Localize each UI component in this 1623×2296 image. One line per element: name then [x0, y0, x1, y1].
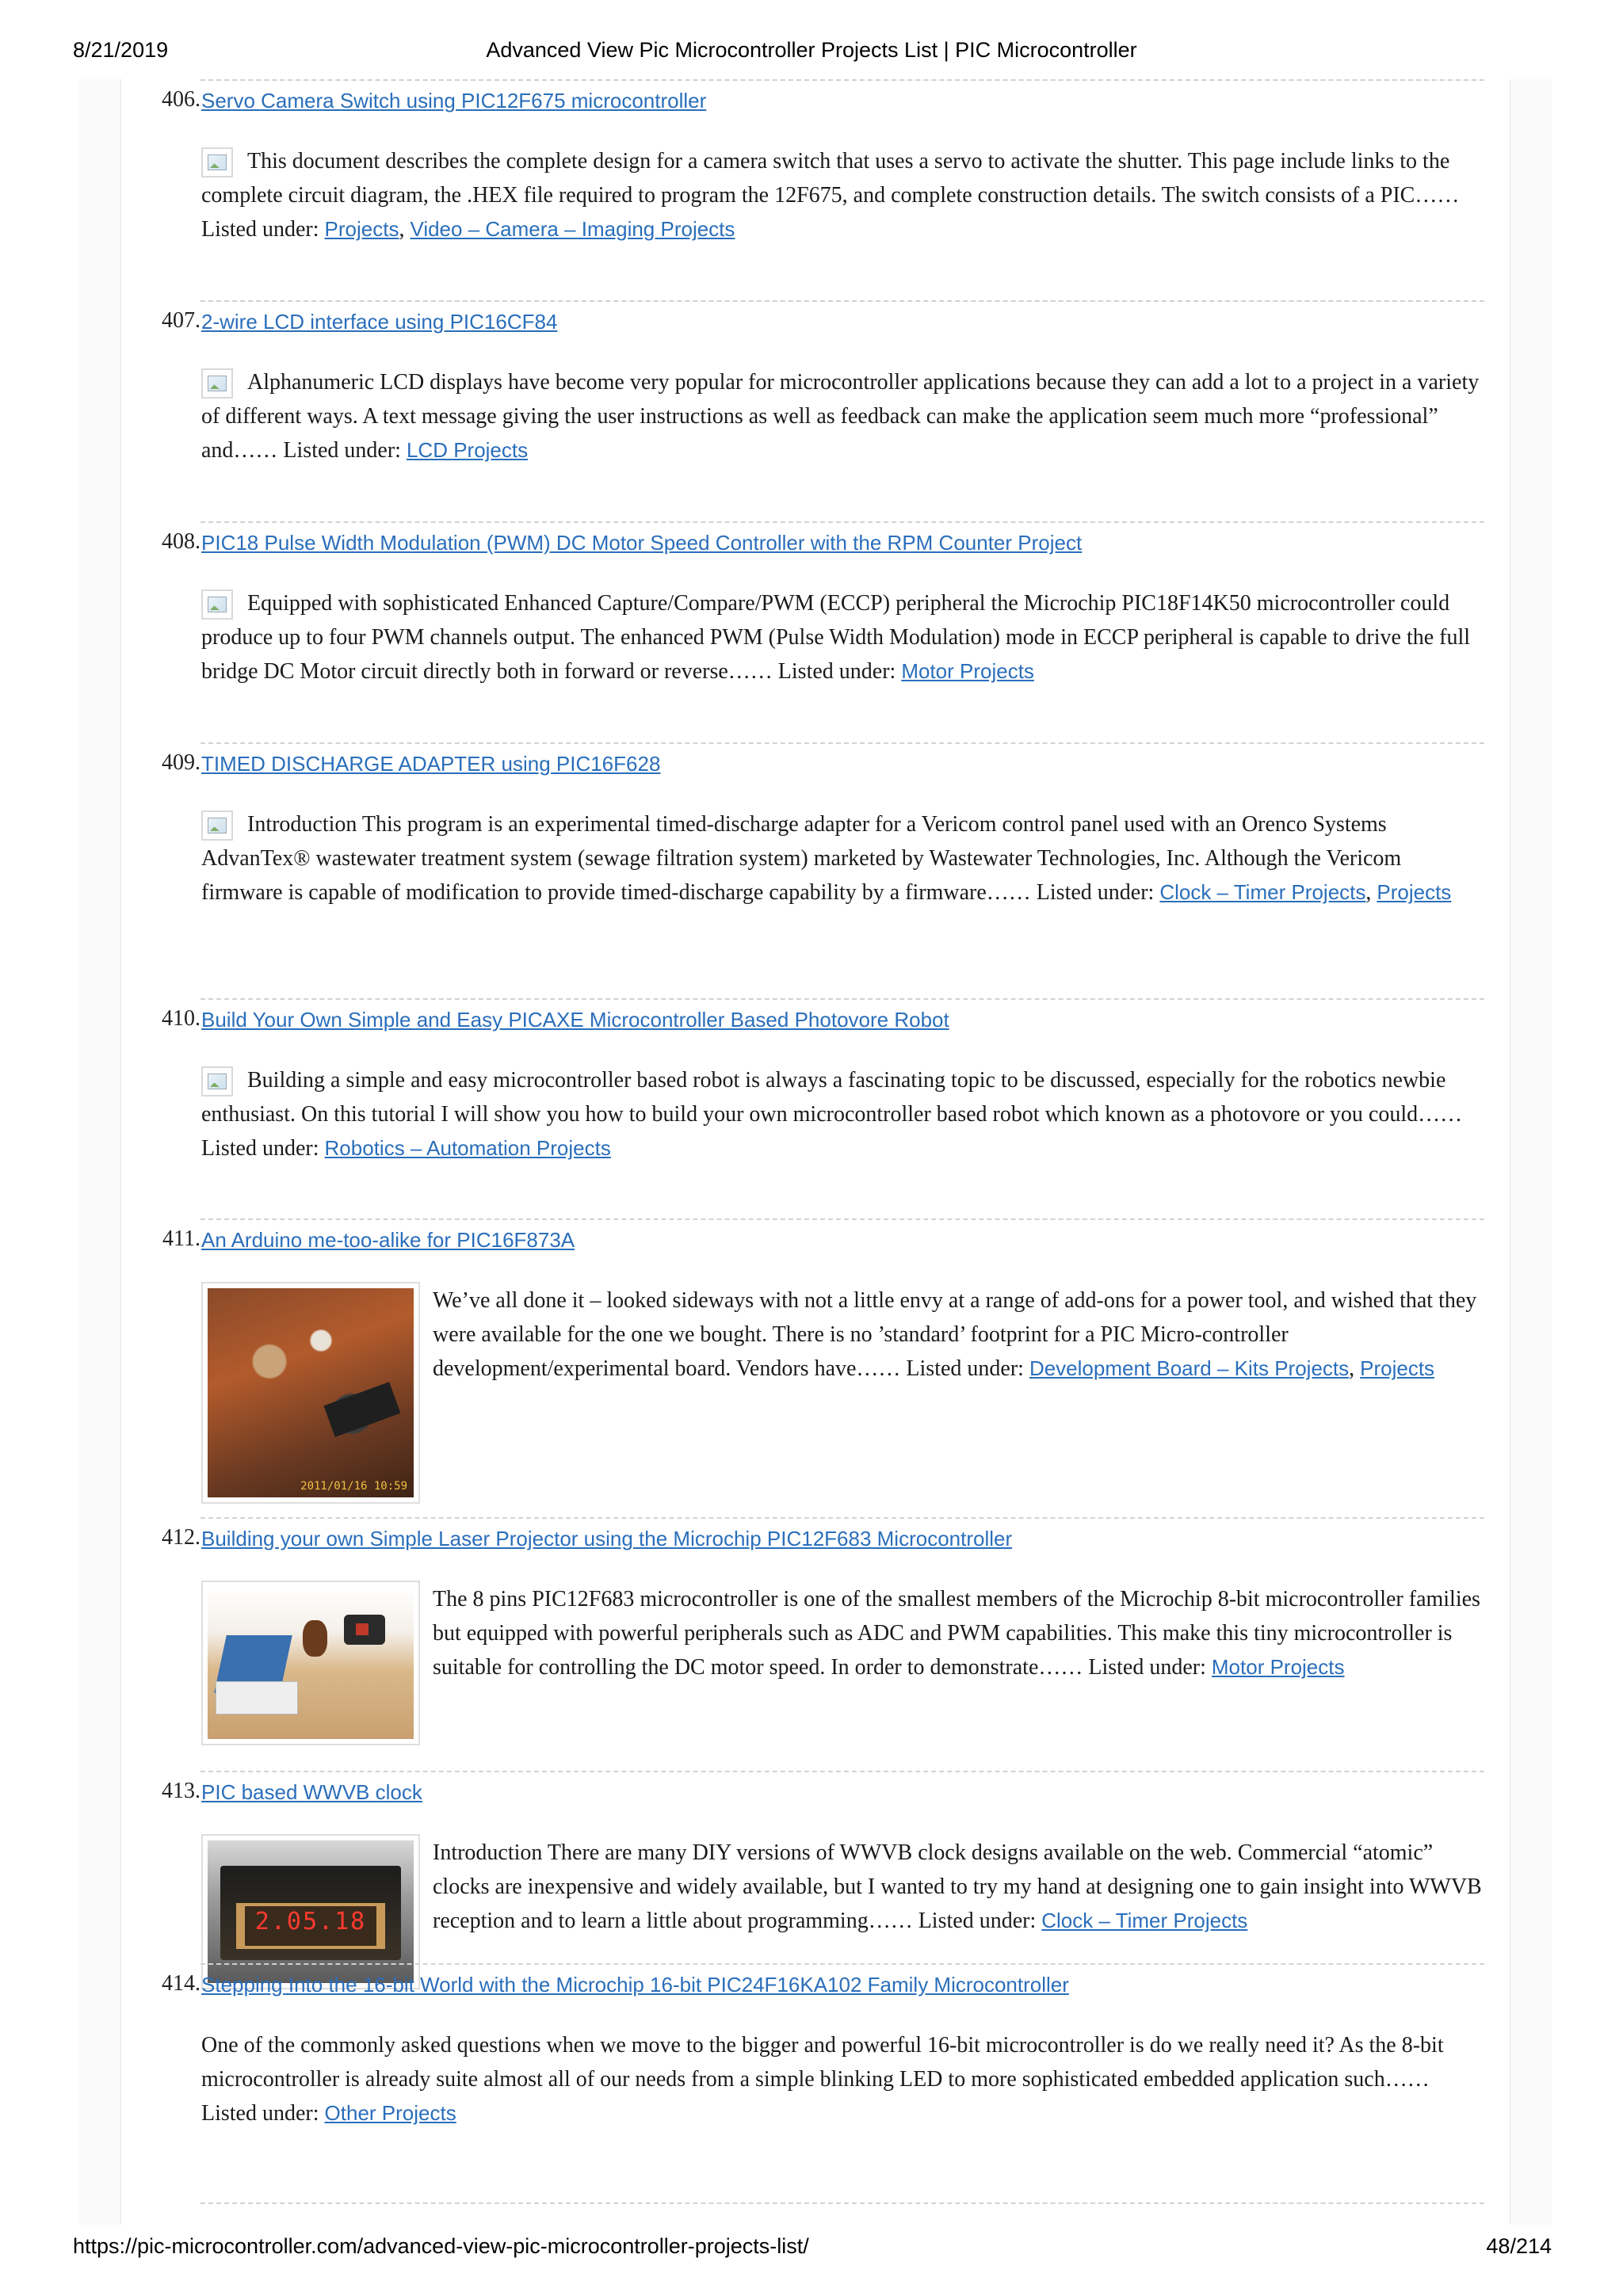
category-link[interactable]: Motor Projects [1211, 1655, 1345, 1679]
summary-text: We’ve all done it – looked sideways with not a little envy at a range of add-ons for a power tool, and wished that they were available for the one we bought. There is no ’standard’ footprint for a PIC Micro-controller development/experimental board. Vendors have…… Listed under: [433, 1288, 1477, 1381]
broken-image-icon [201, 368, 233, 399]
summary-text: The 8 pins PIC12F683 microcontroller is one of the smallest members of the Microchip 8-bit microcontroller families but equipped with powerful peripherals such as ADC and PWM capabilities. This make this tiny microcontroller is suitable for controlling the DC motor speed. In order to demonstrate…… Listed under: [433, 1587, 1480, 1680]
print-header [0, 38, 1623, 82]
summary-text: One of the commonly asked questions when we move to the bigger and powerful 16-bit microcontroller is do we really need it? As the 8-bit microcontroller is already suite almost all of our needs from a simple blinking LED to more sophisticated embedded application such…… Listed under: [201, 2033, 1444, 2126]
summary-text: Building a simple and easy microcontroller based robot is always a fascinating topic to be discussed, especially for the robotics newbie enthusiast. On this tutorial I will show you how to build your own microcontroller based robot which known as a photovore or you could…… Listed under: [201, 1068, 1463, 1161]
item-number: 412. [162, 1525, 200, 1550]
divider [200, 79, 1484, 81]
project-summary: Introduction This program is an experimental timed-discharge adapter for a Vericom control panel used with an Orenco Systems AdvanTex® wastewater treatment system (sewage filtration system) marketed by Wastewater Technologies, Inc. Although the Vericom firmware is capable of modification to provide timed-discharge capability by a firmware…… Listed under: Clock – Timer Projects, Projects [201, 812, 1452, 905]
project-title-link[interactable]: PIC based WWVB clock [201, 1780, 422, 1804]
broken-image-icon [201, 1066, 233, 1097]
project-title-link[interactable]: An Arduino me-too-alike for PIC16F873A [201, 1228, 575, 1252]
item-number: 410. [162, 1006, 200, 1031]
summary-text: Introduction There are many DIY versions of WWVB clock designs available on the web. Commercial “atomic” clocks are inexpensive and widely available, but I wanted to try my hand at designing one to gain insight into WWVB reception and to learn a little about programming…… Listed under: [433, 1840, 1482, 1933]
project-summary: This document describes the complete design for a camera switch that uses a servo to activate the shutter. This page include links to the complete circuit diagram, the .HEX file required to program the 12F675, and complete construction details. The switch consists of a PIC…… Listed under: Projects, Video – Camera – Imaging Projects [201, 149, 1460, 242]
divider [200, 1771, 1484, 1772]
print-date: 8/21/2019 [73, 38, 169, 62]
category-link[interactable]: LCD Projects [406, 438, 529, 462]
category-link[interactable]: Motor Projects [901, 659, 1034, 683]
item-number: 407. [162, 308, 200, 333]
category-link[interactable]: Projects [324, 217, 399, 241]
category-link[interactable]: Clock – Timer Projects [1159, 880, 1366, 904]
circuit-board-photo [208, 1288, 414, 1497]
print-footer [0, 2234, 1623, 2279]
category-link[interactable]: Projects [1377, 880, 1452, 904]
category-link[interactable]: Clock – Timer Projects [1041, 1909, 1248, 1932]
summary-text: Equipped with sophisticated Enhanced Capture/Compare/PWM (ECCP) peripheral the Microchip PIC18F14K50 microcontroller could produce up to four PWM channels output. The enhanced PWM (Pulse Width Modulation) mode in ECCP peripheral is capable to drive the full bridge DC Motor circuit directly both in forward or reverse…… Listed under: [201, 591, 1471, 684]
item-number: 409. [162, 750, 200, 775]
project-summary [201, 586, 1485, 688]
divider [200, 2203, 1484, 2204]
summary-text: This document describes the complete design for a camera switch that uses a servo to activate the shutter. This page include links to the complete circuit diagram, the .HEX file required to program the 12F675, and complete construction details. The switch consists of a PIC…… Listed under: [201, 149, 1460, 242]
item-number: 406. [162, 87, 200, 112]
project-title-link[interactable]: 2-wire LCD interface using PIC16CF84 [201, 310, 558, 334]
divider [200, 1517, 1484, 1519]
divider [200, 1219, 1484, 1220]
category-link[interactable]: Other Projects [324, 2101, 456, 2125]
broken-image-icon [201, 147, 233, 177]
broken-image-icon [201, 810, 233, 841]
project-summary [201, 1063, 1485, 1165]
item-number: 413. [162, 1779, 200, 1803]
summary-text: Introduction This program is an experimental timed-discharge adapter for a Vericom control panel used with an Orenco Systems AdvanTex® wastewater treatment system (sewage filtration system) marketed by Wastewater Technologies, Inc. Although the Vericom firmware is capable of modification to provide timed-discharge capability by a firmware…… Listed under: [201, 812, 1402, 905]
print-page-title: Advanced View Pic Microcontroller Projects List | PIC Microcontroller [486, 38, 1137, 62]
category-link[interactable]: Video – Camera – Imaging Projects [410, 217, 735, 241]
page-frame [79, 79, 1552, 2225]
divider [200, 998, 1484, 1000]
project-title-link[interactable]: TIMED DISCHARGE ADAPTER using PIC16F628 [201, 752, 661, 776]
project-summary [433, 1582, 1487, 1684]
divider [200, 300, 1484, 302]
category-link[interactable]: Development Board – Kits Projects [1029, 1356, 1350, 1380]
item-number: 408. [162, 529, 200, 554]
project-title-link[interactable]: Build Your Own Simple and Easy PICAXE Microcontroller Based Photovore Robot [201, 1008, 949, 1032]
print-page-number: 48/214 [1486, 2234, 1552, 2258]
project-title-link[interactable]: PIC18 Pulse Width Modulation (PWM) DC Motor Speed Controller with the RPM Counter Project [201, 531, 1083, 555]
project-summary: We’ve all done it – looked sideways with not a little envy at a range of add-ons for a power tool, and wished that they were available for the one we bought. There is no ’standard’ footprint for a PIC Micro-controller development/experimental board. Vendors have…… Listed under: Development Board – Kits Projects, Projects [433, 1288, 1477, 1381]
print-url: https://pic-microcontroller.com/advanced-view-pic-microcontroller-projects-list/ [73, 2234, 809, 2258]
project-summary [201, 2028, 1485, 2130]
content-column [120, 79, 1510, 2225]
clock-photo [208, 1840, 414, 1983]
divider [200, 742, 1484, 744]
project-summary [433, 1836, 1487, 1938]
project-summary [201, 365, 1485, 467]
project-title-link[interactable]: Stepping Into the 16-bit World with the Microchip 16-bit PIC24F16KA102 Family Microcontroller [201, 1973, 1069, 1997]
item-number: 411. [162, 1226, 200, 1251]
project-thumbnail[interactable] [201, 1282, 420, 1504]
category-link[interactable]: Robotics – Automation Projects [324, 1136, 611, 1160]
project-title-link[interactable]: Building your own Simple Laser Projector using the Microchip PIC12F683 Microcontroller [201, 1527, 1013, 1550]
photo-timestamp: 2011/01/16 10:59 [300, 1480, 407, 1493]
category-link[interactable]: Projects [1360, 1356, 1435, 1380]
broken-image-icon [201, 589, 233, 620]
clock-display-digits: 2.05.18 [245, 1906, 376, 1946]
summary-text: Alphanumeric LCD displays have become very popular for microcontroller applications because they can add a lot to a project in a variety of different ways. A text message giving the user instructions as well as feedback can make the application seem much more “professional” and…… Listed under: [201, 370, 1480, 463]
laser-projector-photo [208, 1587, 414, 1739]
item-number: 414. [162, 1971, 200, 1996]
divider [200, 521, 1484, 523]
project-thumbnail[interactable] [201, 1581, 420, 1745]
divider [200, 1963, 1484, 1965]
project-thumbnail[interactable] [201, 1834, 420, 1989]
project-title-link[interactable]: Servo Camera Switch using PIC12F675 microcontroller [201, 89, 707, 113]
